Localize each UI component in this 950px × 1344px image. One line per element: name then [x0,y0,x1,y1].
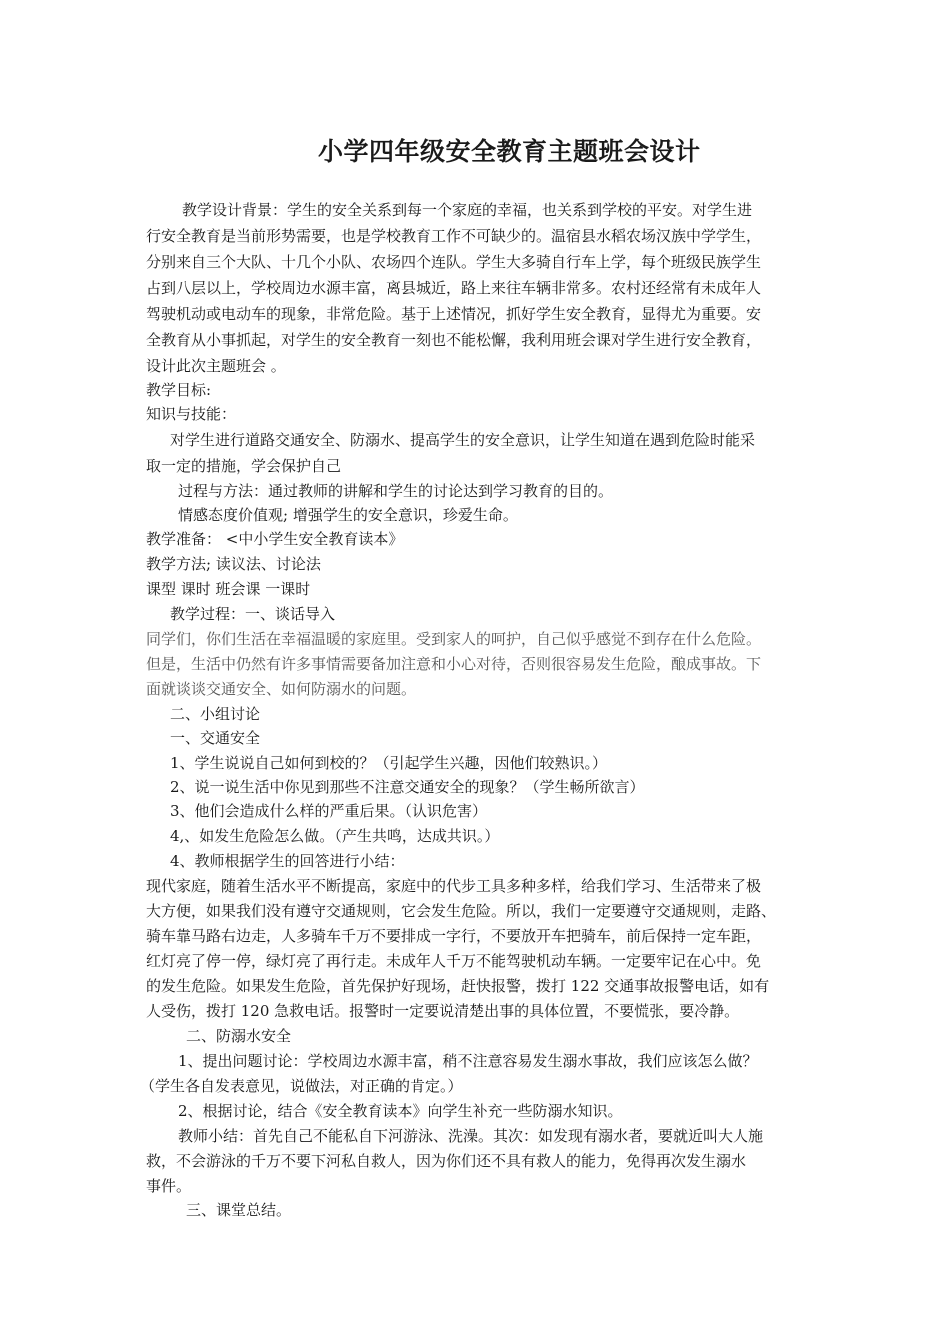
traffic-summary-heading: 4、教师根据学生的回答进行小结： [170,852,405,870]
background-paragraph-line-7: 设计此次主题班会 。 [146,357,286,375]
intro-paragraph-line-1: 同学们，你们生活在幸福温暖的家庭里。受到家人的呵护，自己似乎感觉不到存在什么危险。 [146,630,762,648]
teaching-goals-heading: 教学目标: [146,381,212,399]
background-paragraph-line-3: 分别来自三个大队、十几个小队、农场四个连队。学生大多骑自行车上学，每个班级民族学生 [146,253,762,271]
document-title: 小学四年级安全教育主题班会设计 [318,137,701,166]
background-paragraph-line-2: 行安全教育是当前形势需要，也是学校教育工作不可缺少的。温宿县水稻农场汉族中学学生， [146,227,762,245]
intro-paragraph-line-3: 面就谈谈交通安全、如何防溺水的问题。 [146,680,417,698]
process-method-line: 过程与方法：通过教师的讲解和学生的讨论达到学习教育的目的。 [178,482,614,500]
intro-paragraph-line-2: 但是，生活中仍然有许多事情需要备加注意和小心对待，否则很容易发生危险，酿成事故。下 [146,655,762,673]
teaching-method-line: 教学方法; 读议法、讨论法 [146,555,321,573]
traffic-summary-line-4: 红灯亮了停一停，绿灯亮了再行走。未成年人千万不能驾驶机动车辆。一定要牢记在心中。免 [146,952,762,970]
group-discussion-heading: 二、小组讨论 [170,705,261,723]
background-paragraph-line-4: 占到八层以上，学校周边水源丰富，离县城近，路上来往车辆非常多。农村还经常有未成年人 [146,279,762,297]
traffic-summary-line-1: 现代家庭，随着生活水平不断提高，家庭中的代步工具多种多样，给我们学习、生活带来了极 [146,877,762,895]
drowning-question-1: 1、提出问题讨论：学校周边水源丰富，稍不注意容易发生溺水事故，我们应该怎么做？ [178,1052,758,1070]
drowning-safety-heading: 二、防溺水安全 [186,1027,292,1045]
traffic-question-1: 1、学生说说自己如何到校的？（引起学生兴趣，因他们较熟识。） [170,754,608,772]
knowledge-skills-line-1: 对学生进行道路交通安全、防溺水、提高学生的安全意识，让学生知道在遇到危险时能采 [170,431,756,449]
drowning-question-1-note: （学生各自发表意见，说做法，对正确的肯定。） [140,1077,463,1095]
class-summary-heading: 三、课堂总结。 [186,1201,292,1219]
knowledge-skills-heading: 知识与技能： [146,405,237,423]
teaching-process-heading: 教学过程：一、谈话导入 [170,605,336,623]
teaching-preparation-line: 教学准备： <中小学生安全教育读本》 [146,530,404,548]
background-paragraph-line-1: 教学设计背景：学生的安全关系到每一个家庭的幸福，也关系到学校的平安。对学生进 [182,201,753,219]
knowledge-skills-line-2: 取一定的措施，学会保护自己 [146,457,342,475]
emotion-values-line: 情感态度价值观; 增强学生的安全意识，珍爱生命。 [178,506,518,524]
drowning-question-2: 2、根据讨论，结合《安全教育读本》向学生补充一些防溺水知识。 [178,1102,623,1120]
traffic-question-2: 2、说一说生活中你见到那些不注意交通安全的现象？（学生畅所欲言） [170,778,645,796]
traffic-summary-line-6: 人受伤，拨打 120 急救电话。报警时一定要说清楚出事的具体位置，不要慌张，要冷静。 [146,1002,740,1020]
lesson-type-line: 课型 课时 班会课 一课时 [146,580,311,598]
background-paragraph-line-5: 驾驶机动或电动车的现象，非常危险。基于上述情况，抓好学生安全教育，显得尤为重要。安 [146,305,762,323]
traffic-summary-line-3: 骑车靠马路右边走，人多骑车千万不要排成一字行，不要放开车把骑车，前后保持一定车距， [146,927,762,945]
teacher-summary-line-3: 事件。 [146,1177,192,1195]
traffic-safety-heading: 一、交通安全 [170,729,261,747]
traffic-summary-line-5: 的发生危险。如果发生危险，首先保护好现场，赶快报警，拨打 122 交通事故报警电话，如有 [146,977,770,995]
teacher-summary-line-2: 救，不会游泳的千万不要下河私自救人，因为你们还不具有救人的能力，免得再次发生溺水 [146,1152,747,1170]
background-paragraph-line-6: 全教育从小事抓起，对学生的安全教育一刻也不能松懈，我利用班会课对学生进行安全教育， [146,331,762,349]
traffic-question-4: 4,、如发生危险怎么做。（产生共鸣，达成共识。） [170,827,500,845]
traffic-question-3: 3、他们会造成什么样的严重后果。（认识危害） [170,802,488,820]
teacher-summary-line-1: 教师小结：首先自己不能私自下河游泳、洗澡。其次：如发现有溺水者，要就近叫大人施 [178,1127,764,1145]
traffic-summary-line-2: 大方便，如果我们没有遵守交通规则，它会发生危险。所以，我们一定要遵守交通规则，走路、 [146,902,777,920]
